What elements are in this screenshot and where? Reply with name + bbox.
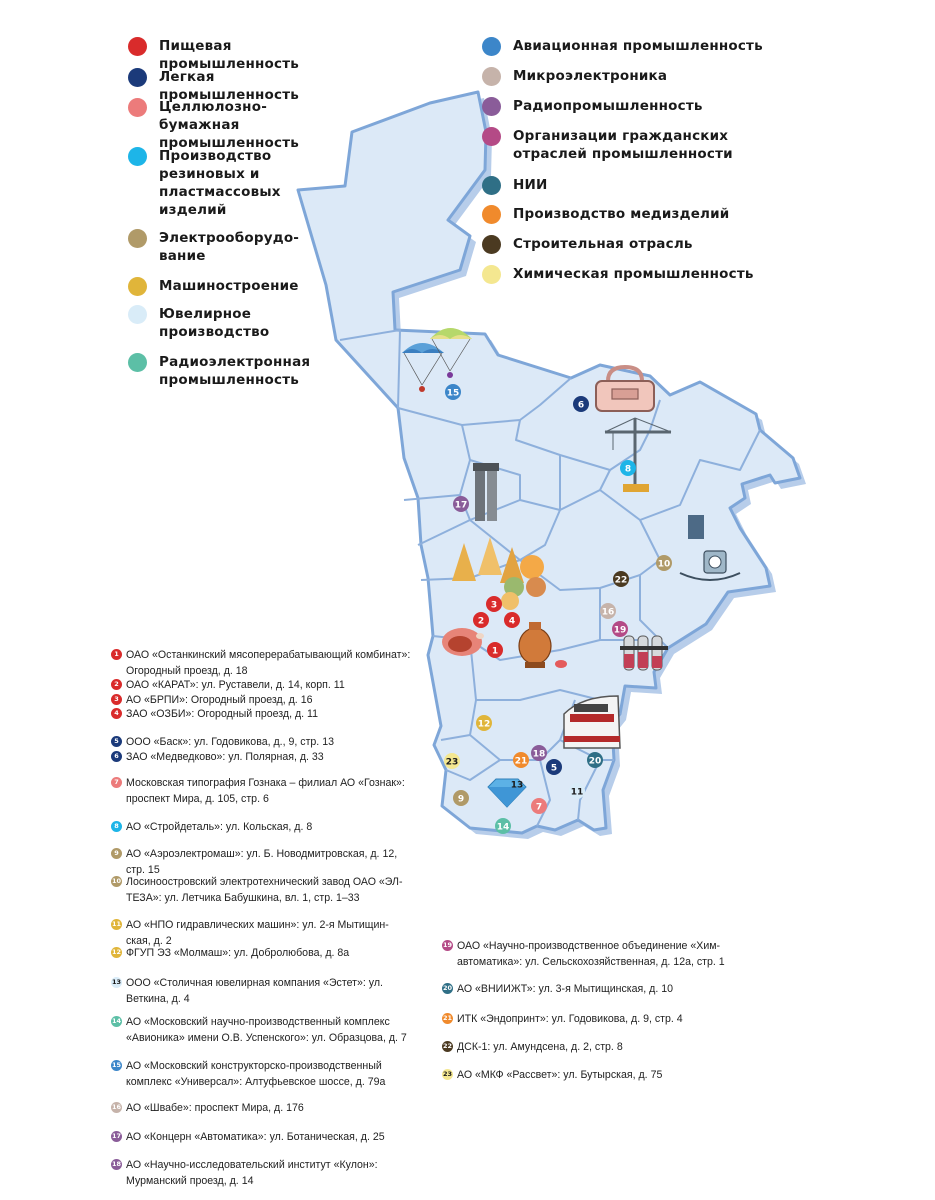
address-text: ФГУП ЭЗ «Молмаш»: ул. Добролюбова, д. 8а <box>126 947 350 959</box>
legend-label: Строительная отрасль <box>513 236 693 252</box>
address-number-badge: 5 <box>111 736 122 747</box>
legend-label: Легкая промышленность <box>159 69 299 103</box>
address-number-badge: 20 <box>442 984 453 992</box>
address-number-badge: 13 <box>111 978 122 986</box>
address-number-badge: 9 <box>111 848 122 859</box>
address-item <box>111 707 411 723</box>
address-text: ЗАО «ОЗБИ»: Огородный проезд, д. 11 <box>126 708 319 720</box>
address-item <box>111 1015 411 1046</box>
address-text: АО «НПО гидравлических машин»: ул. 2-я Мытищин-ская, д. 2 <box>126 919 389 947</box>
address-item <box>111 820 411 836</box>
address-number-badge: 6 <box>111 751 122 762</box>
address-number-badge: 3 <box>111 694 122 705</box>
legend-label: Производство резиновых и пластмассовых изделий <box>159 148 281 218</box>
legend-label: Производство медизделий <box>513 206 730 222</box>
legend-label: Пищевая промышленность <box>159 38 299 72</box>
address-text: ОАО «Научно-производственное объединение «Хим-автоматика»: ул. Сельскохозяйственная, д. 12а, стр. 1 <box>457 940 725 968</box>
address-number-badge: 16 <box>111 1103 122 1111</box>
marker-number: 4 <box>508 616 516 627</box>
marker-number: 20 <box>588 756 602 767</box>
address-number-badge: 7 <box>111 777 122 788</box>
marker-number: 18 <box>532 749 546 760</box>
address-item <box>111 847 411 878</box>
address-text: Московская типография Гознака – филиал АО «Гознак»: проспект Мира, д. 105, стр. 6 <box>126 777 405 805</box>
legend-label: Целлюлозно-бумажная промышленность <box>159 99 299 151</box>
address-text: ООО «Баск»: ул. Годовикова, д., 9, стр. 13 <box>126 736 334 748</box>
marker-number: 3 <box>490 600 498 611</box>
marker-number: 1 <box>491 646 499 657</box>
address-text: АО «БРПИ»: Огородный проезд, д. 16 <box>126 694 313 706</box>
address-number-badge: 14 <box>111 1017 122 1025</box>
address-item <box>111 875 411 906</box>
legend-label: Радиопромышленность <box>513 98 703 114</box>
address-text: АО «Московский конструкторско-производственный комплекс «Универсал»: Алтуфьевское шоссе, д. 79а <box>126 1060 386 1088</box>
marker-number: 11 <box>570 787 584 798</box>
address-number-badge: 19 <box>442 941 453 949</box>
legend-label: Авиационная промышленность <box>513 38 763 54</box>
address-number-badge: 12 <box>111 948 122 956</box>
marker-number: 7 <box>535 802 543 813</box>
marker-number: 15 <box>446 388 460 399</box>
address-number-badge: 21 <box>442 1014 453 1022</box>
address-number-badge: 18 <box>111 1160 122 1168</box>
address-number-badge: 4 <box>111 708 122 719</box>
address-item <box>442 1040 742 1056</box>
address-text: ИТК «Эндопринт»: ул. Годовикова, д. 9, стр. 4 <box>457 1013 683 1025</box>
marker-number: 6 <box>577 400 585 411</box>
legend-label: Микроэлектроника <box>513 68 668 84</box>
address-item <box>442 939 742 970</box>
address-item <box>111 678 411 694</box>
address-item <box>111 946 411 962</box>
address-text: ЗАО «Медведково»: ул. Полярная, д. 33 <box>126 751 324 763</box>
marker-number: 5 <box>550 763 558 774</box>
address-number-badge: 1 <box>111 649 122 660</box>
legend-label: Электрооборудо-вание <box>159 230 300 264</box>
address-text: АО «Научно-исследовательский институт «Кулон»: Мурманский проезд, д. 14 <box>126 1159 378 1187</box>
legend-label: Химическая промышленность <box>513 266 754 282</box>
address-item <box>111 776 411 807</box>
address-item <box>111 648 411 679</box>
address-item <box>111 1158 411 1189</box>
address-item <box>442 1012 742 1028</box>
address-text: АО «Аэроэлектромаш»: ул. Б. Новодмитровская, д. 12, стр. 15 <box>126 848 398 876</box>
marker-number: 8 <box>624 464 632 475</box>
marker-number: 22 <box>614 575 628 586</box>
address-list-left <box>111 0 421 1200</box>
address-number-badge: 22 <box>442 1042 453 1050</box>
address-text: АО «Московский научно-производственный комплекс «Авионика» имени О.В. Успенского»: ул. Образцова, д. 7 <box>126 1016 407 1044</box>
address-list-right <box>442 0 772 1200</box>
marker-number: 2 <box>477 616 485 627</box>
address-number-badge: 11 <box>111 920 122 928</box>
marker-number: 9 <box>457 794 465 805</box>
address-text: ООО «Столичная ювелирная компания «Эстет»: ул. Веткина, д. 4 <box>126 977 383 1005</box>
marker-number: 16 <box>601 607 615 618</box>
legend-label: Ювелирное производство <box>159 306 270 340</box>
address-item <box>111 976 411 1007</box>
address-item <box>111 1130 411 1146</box>
address-text: АО «Швабе»: проспект Мира, д. 176 <box>126 1102 304 1114</box>
address-item <box>111 1101 411 1117</box>
address-text: Лосиноостровский электротехнический завод ОАО «ЭЛ-ТЕЗА»: ул. Летчика Бабушкина, вл. 1, стр. 1–33 <box>126 876 403 904</box>
address-number-badge: 23 <box>442 1070 453 1078</box>
address-number-badge: 2 <box>111 679 122 690</box>
address-item <box>111 1059 411 1090</box>
marker-number: 21 <box>514 756 528 767</box>
address-text: ОАО «КАРАТ»: ул. Руставели, д. 14, корп. 11 <box>126 679 345 691</box>
marker-number: 19 <box>613 625 627 636</box>
address-item <box>442 982 742 998</box>
marker-number: 13 <box>510 780 524 791</box>
legend-label: Радиоэлектронная промышленность <box>159 354 311 388</box>
address-number-badge: 8 <box>111 821 122 832</box>
address-text: АО «Стройдеталь»: ул. Кольская, д. 8 <box>126 821 313 833</box>
legend-label: Организации гражданских отраслей промышленности <box>513 128 733 162</box>
address-item <box>111 735 411 751</box>
address-number-badge: 15 <box>111 1061 122 1069</box>
address-text: АО «Концерн «Автоматика»: ул. Ботаническая, д. 25 <box>126 1131 385 1143</box>
address-item <box>442 1068 742 1084</box>
address-number-badge: 17 <box>111 1132 122 1140</box>
marker-number: 17 <box>454 500 468 511</box>
address-item <box>111 750 411 766</box>
legend-label: Машиностроение <box>159 278 299 294</box>
address-number-badge: 10 <box>111 877 122 885</box>
marker-number: 14 <box>496 822 510 833</box>
address-text: ОАО «Останкинский мясоперерабатывающий комбинат»: Огородный проезд, д. 18 <box>126 649 411 677</box>
legend-label: НИИ <box>513 177 548 193</box>
marker-number: 12 <box>477 719 491 730</box>
address-text: ДСК-1: ул. Амундсена, д. 2, стр. 8 <box>457 1041 623 1053</box>
address-item <box>111 918 411 949</box>
marker-number: 23 <box>445 757 459 768</box>
address-text: АО «МКФ «Рассвет»: ул. Бутырская, д. 75 <box>457 1069 663 1081</box>
marker-number: 10 <box>657 559 671 570</box>
address-text: АО «ВНИИЖТ»: ул. 3-я Мытищинская, д. 10 <box>457 983 673 995</box>
